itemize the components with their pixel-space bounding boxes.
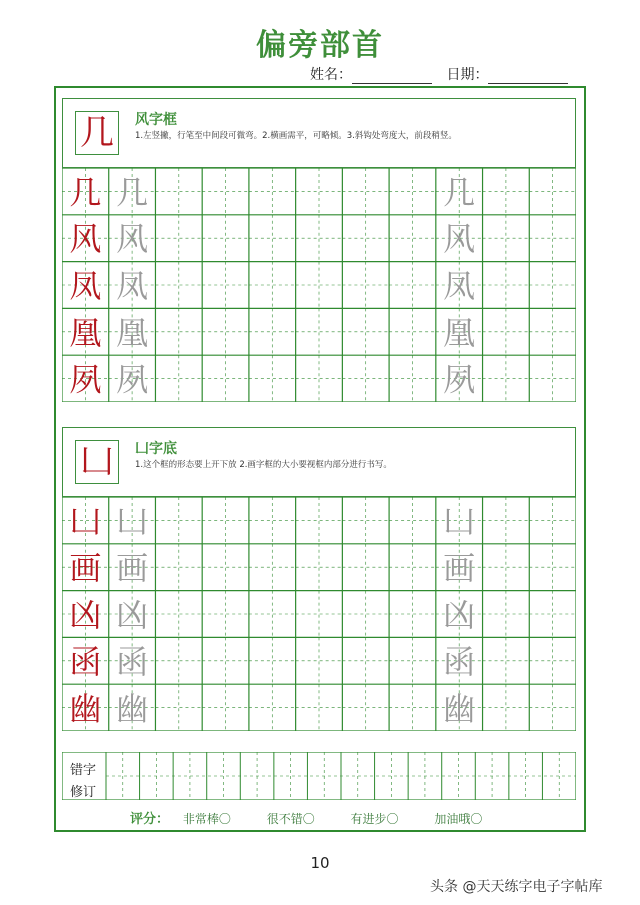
section-icon-char: 几	[75, 111, 119, 155]
name-date-bar	[310, 64, 578, 84]
model-char: 画	[69, 549, 102, 588]
model-char: 风	[69, 220, 102, 259]
trace-char: 风	[443, 220, 476, 259]
practice-grid-1	[62, 168, 576, 402]
trace-char: 幽	[443, 689, 476, 728]
trace-char: 幽	[116, 689, 149, 728]
practice-grid-2	[62, 497, 576, 731]
trace-char: 夙	[116, 360, 149, 399]
watermark: 头条 @天天练字电子字帖库	[430, 879, 603, 895]
name-label: 姓名：	[310, 67, 352, 83]
page-number: 10	[310, 854, 330, 872]
trace-char: 凰	[116, 313, 149, 352]
trace-char: 凵	[443, 502, 476, 541]
trace-char: 几	[443, 173, 476, 212]
score-label: 评分：	[130, 812, 170, 827]
date-label: 日期：	[446, 67, 489, 83]
score-option-excellent[interactable]: 非常棒〇	[182, 812, 231, 826]
score-bar	[130, 808, 514, 827]
page-title: 偏旁部首	[256, 28, 384, 63]
model-char: 幽	[69, 689, 102, 728]
trace-char: 函	[443, 642, 476, 681]
section-header-2	[62, 427, 576, 497]
trace-char: 凵	[116, 502, 149, 541]
trace-char: 风	[116, 220, 149, 259]
trace-char: 函	[116, 642, 149, 681]
model-char: 几	[69, 173, 102, 212]
model-char: 凵	[69, 502, 102, 541]
name-field[interactable]	[352, 69, 432, 84]
correction-label-1: 错字	[70, 763, 97, 778]
correction-label-2: 修订	[70, 785, 97, 800]
score-option-good[interactable]: 很不错〇	[266, 812, 315, 826]
model-char: 凤	[69, 267, 102, 305]
model-char: 夙	[69, 360, 102, 399]
trace-char: 画	[116, 549, 149, 588]
trace-char: 几	[116, 173, 149, 212]
section-icon-char: 凵	[75, 440, 119, 484]
section-description: 1.这个框的形态要上开下放 2.画字框的大小要视框内部分进行书写。	[135, 460, 392, 470]
trace-char: 凶	[116, 596, 149, 634]
trace-char: 凤	[443, 267, 476, 305]
date-field[interactable]	[488, 69, 568, 84]
model-char: 凰	[69, 313, 102, 352]
trace-char: 凰	[443, 313, 476, 352]
model-char: 函	[69, 642, 102, 681]
section-header-1	[62, 98, 576, 168]
trace-char: 凶	[443, 596, 476, 634]
correction-grid	[62, 752, 576, 800]
section-description: 1.左竖撇，行笔至中间段可微弯。2.横画需平，可略倾。3.斜钩处弯度大，前段稍竖。	[135, 131, 457, 141]
score-option-progress[interactable]: 有进步〇	[350, 812, 399, 826]
model-char: 凶	[69, 596, 102, 634]
trace-char: 凤	[116, 267, 149, 305]
section-title: 风字框	[135, 112, 177, 128]
trace-char: 夙	[443, 360, 476, 399]
trace-char: 画	[443, 549, 476, 588]
score-option-keep-going[interactable]: 加油哦〇	[434, 812, 483, 826]
section-title: 凵字底	[135, 441, 177, 457]
